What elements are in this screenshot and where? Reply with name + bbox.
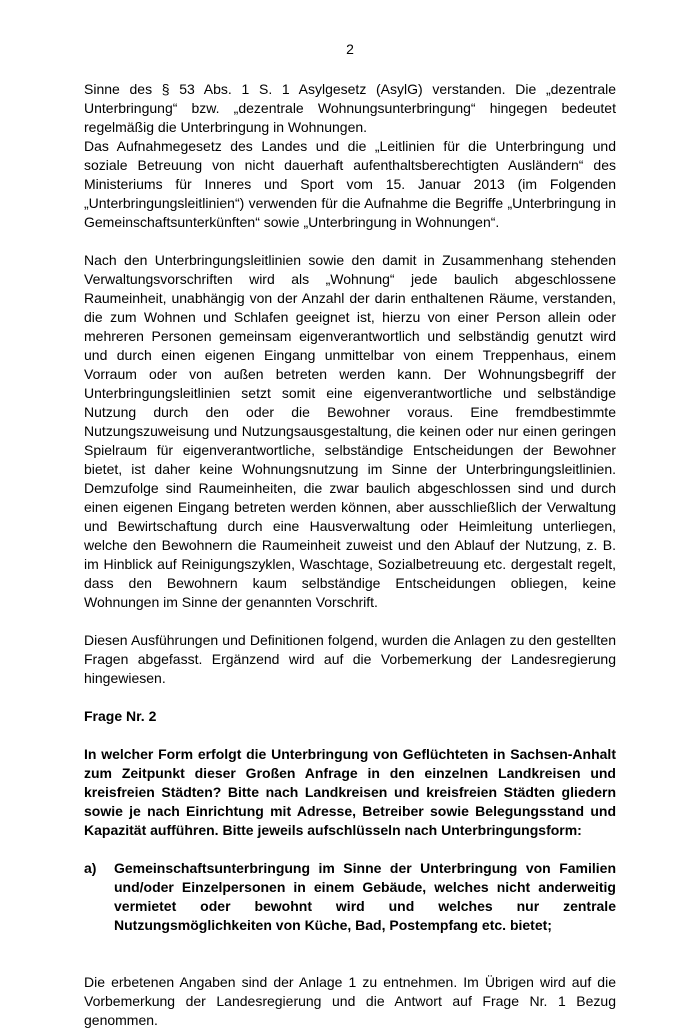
list-marker-a: a) [84, 860, 97, 876]
question-text: In welcher Form erfolgt die Unterbringung von Geflüchteten in Sachsen-Anhalt zum Zeitpunkt dieser Großen Anfrage in den einzelnen Landkreisen und kreisfreien Städten? Bitte nach Landkreisen und kreisfreien Städten gliedern sowie je nach Einrichtung mit Adresse, Betreiber sowie Belegungsstand und Kapazität aufführen. Bitte jeweils aufschlüsseln nach Unterbringungsform: [84, 746, 616, 838]
question-item-a-text: Gemeinschaftsunterbringung im Sinne der Unterbringung von Familien und/oder Einzelpersonen in einem Gebäude, welches nicht anderweitig vermietet oder bewohnt wird und welches nur zentrale Nutzungsmöglichkeiten von Küche, Bad, Postempfang etc. bietet; [114, 860, 616, 933]
page-number: 2 [346, 41, 354, 57]
question-heading: Frage Nr. 2 [84, 708, 157, 724]
paragraph-spacer [84, 954, 616, 973]
paragraph-spacer [84, 935, 616, 954]
answer-text: Die erbetenen Angaben sind der Anlage 1 zu entnehmen. Im Übrigen wird auf die Vorbemerkung der Landesregierung und die Antwort auf Frage Nr. 1 Bezug genommen. [84, 974, 616, 1028]
document-body [84, 80, 616, 1030]
paragraph-wohnung-definition: Nach den Unterbringungsleitlinien sowie den damit in Zusammenhang stehenden Verwaltungsvorschriften wird als „Wohnung“ jede baulich abgeschlossene Raumeinheit, unabhängig von der Anzahl der darin enthaltenen Räume, verstanden, die zum Wohnen und Schlafen geeignet ist, hierzu von einer Person allein oder mehreren Personen gemeinsam eigenverantwortlich und selbständig genutzt wird und durch einen eigenen Eingang unmittelbar von einem Treppenhaus, einem Vorraum oder von außen betreten werden kann. Der Wohnungsbegriff der Unterbringungsleitlinien setzt somit eine eigenverantwortliche und selbständige Nutzung durch den oder die Bewohner voraus. Eine fremdbestimmte Nutzungszuweisung und Nutzungsausgestaltung, die keinen oder nur einen geringen Spielraum für eigenverantwortliche, selbständige Entscheidungen der Bewohner bietet, ist daher keine Wohnungsnutzung im Sinne der Unterbringungsleitlinien. Demzufolge sind Raumeinheiten, die zwar baulich abgeschlossen sind und durch einen eigenen Eingang betreten werden können, aber ausschließlich der Verwaltung und Bewirtschaftung durch eine Hausverwaltung oder Heimleitung unterliegen, welche den Bewohnern die Raumeinheit zuweist und den Ablauf der Nutzung, z. B. im Hinblick auf Reinigungszyklen, Waschtage, Sozialbetreuung etc. dergestalt regelt, dass den Bewohnern kaum selbständige Entscheidungen obliegen, keine Wohnungen im Sinne der genannten Vorschrift. [84, 252, 616, 610]
paragraph-spacer [84, 688, 616, 707]
paragraph-spacer [84, 612, 616, 631]
question-item-a [84, 859, 616, 935]
paragraph-spacer [84, 840, 616, 859]
paragraph-spacer [84, 232, 616, 251]
paragraph-anlagen-note: Diesen Ausführungen und Definitionen folgend, wurden die Anlagen zu den gestellten Fragen abgefasst. Ergänzend wird auf die Vorbemerkung der Landesregierung hingewiesen. [84, 632, 616, 686]
paragraph-asylg-definition: Sinne des § 53 Abs. 1 S. 1 Asylgesetz (AsylG) verstanden. Die „dezentrale Unterbringung“ bzw. „dezentrale Wohnungsunterbringung“ hingegen bedeutet regelmäßig die Unterbringung in Wohnungen. [84, 81, 616, 135]
paragraph-spacer [84, 726, 616, 745]
paragraph-aufnahmegesetz: Das Aufnahmegesetz des Landes und die „Leitlinien für die Unterbringung und soziale Betreuung von nicht dauerhaft aufenthaltsberechtigten Ausländern“ des Ministeriums für Inneres und Sport vom 15. Januar 2013 (im Folgenden „Unterbringungsleitlinien“) verwenden für die Aufnahme die Begriffe „Unterbringung in Gemeinschaftsunterkünften“ sowie „Unterbringung in Wohnungen“. [84, 138, 616, 230]
